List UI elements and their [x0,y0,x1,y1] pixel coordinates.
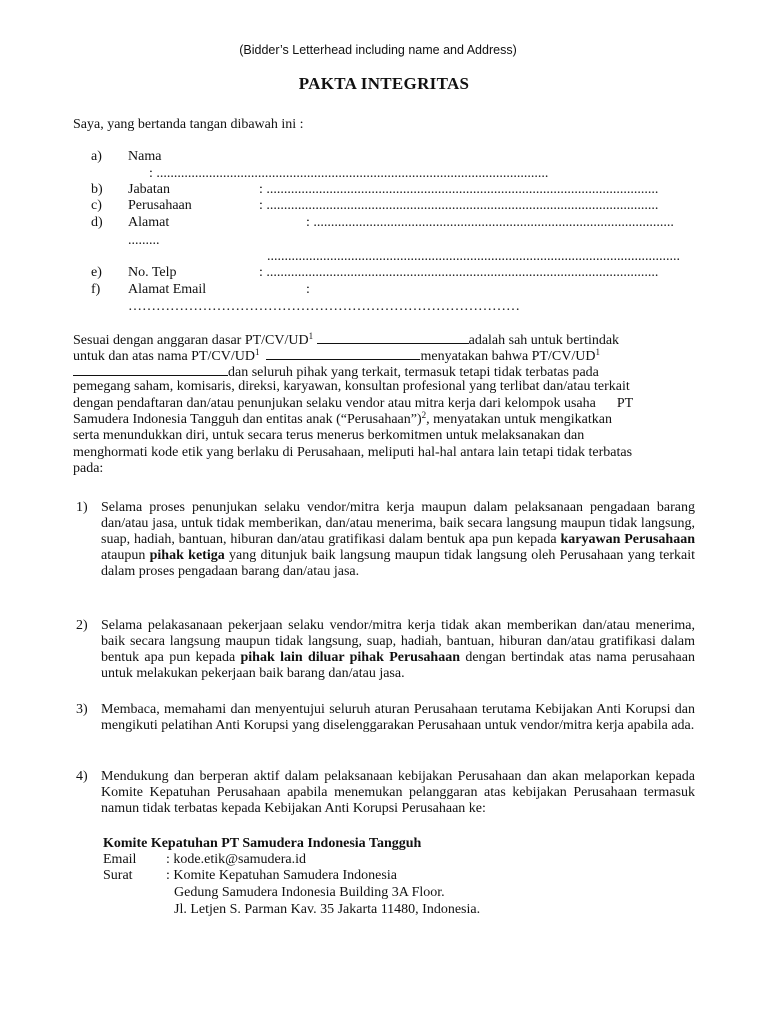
field-dots-alamat: : ....................................................................................................... [306,215,674,230]
field-label-telp: No. Telp [128,265,177,280]
list-item-text: ataupun [101,548,150,563]
paragraph-text: adalah sah untuk bertindak [468,333,620,348]
field-letter-b: b) [91,182,103,197]
field-dots-alamat-line2: ...................................................................................................................... [267,249,680,264]
field-label-nama: Nama [128,149,162,164]
footnote-ref: 1 [254,347,260,357]
field-letter-c: c) [91,198,102,213]
field-colon-email: : [306,282,310,297]
field-label-perusahaan: Perusahaan [128,198,192,213]
field-dots-telp: : ................................................................................................................ [259,265,659,280]
field-label-jabatan: Jabatan [128,182,170,197]
field-dots-perusahaan: : ................................................................................................................ [259,198,659,213]
list-item-bold: pihak ketiga [149,548,225,563]
paragraph-line-5: dengan pendaftaran dan/atau penunjukan selaku vendor atau mitra kerja dari kelompok usaha PT [73,396,634,411]
paragraph-line-8: menghormati kode etik yang berlaku di Perusahaan, meliputi hal-hal antara lain tetapi tidak terbatas [73,445,633,460]
list-item-1 [101,500,695,580]
footnote-ref: 1 [308,331,314,341]
field-letter-d: d) [91,215,103,230]
paragraph-line-4: pemegang saham, komisaris, direksi, karyawan, konsultan profesional yang terlibat dan/atau terkait [73,379,630,394]
field-dots-email: ………………………………………………………………………… [128,299,520,314]
paragraph-text: , menyatakan untuk mengikatkan [426,412,612,427]
blank-line [266,347,420,360]
field-dots-jabatan: : ................................................................................................................ [259,182,659,197]
paragraph-text: Samudera Indonesia Tangguh dan entitas anak (“Perusahaan”) [73,412,422,427]
contact-email-value: : kode.etik@samudera.id [166,852,307,867]
paragraph-line-9: pada: [73,461,104,476]
paragraph-text: dan seluruh pihak yang terkait, termasuk tetapi tidak terbatas pada [228,365,599,380]
field-dots-nama: : ................................................................................................................ [149,166,549,181]
list-item-2 [101,618,695,682]
list-number: 3) [76,702,88,717]
intro-text: Saya, yang bertanda tangan dibawah ini : [73,117,304,132]
list-item-3: Membaca, memahami dan menyentujui seluruh aturan Perusahaan terutama Kebijakan Anti Korupsi dan mengikuti pelatihan Anti Korupsi yang diselenggarakan Perusahaan untuk vendor/mitra kerja apabila ada. [101,702,695,733]
blank-line [317,331,469,344]
list-number: 1) [76,500,88,515]
paragraph-text: untuk dan atas nama PT/CV/UD [73,349,255,364]
list-item-text: Selama proses penunjukan selaku vendor/mitra kerja maupun dalam pelaksanaan pengadaan barang dan/atau jasa, untuk tidak memberikan, dan/atau menerima, baik secara langsung maupun tidak langsung, suap, hadiah, bantuan, hiburan dan/atau gratifikasi dalam bentuk apa pun kepada [101,500,695,547]
field-letter-a: a) [91,149,102,164]
list-item-bold: karyawan Perusahaan [560,532,696,547]
list-item-4: Mendukung dan berperan aktif dalam pelaksanaan kebijakan Perusahaan dan akan melaporkan kepada Komite Kepatuhan Perusahaan apabila menemukan pelanggaran atas kebijakan Perusahaan termasuk namun tidak terbatas kepada Kebijakan Anti Korupsi Perusahaan ke: [101,769,695,816]
list-item-bold: pihak lain diluar pihak Perusahaan [240,650,460,665]
field-dots-alamat-cont: ......... [128,233,160,248]
paragraph-text: menyatakan bahwa PT/CV/UD [420,349,596,364]
list-item-text: yang ditunjuk baik langsung maupun tidak langsung oleh Perusahaan yang terkait dalam proses pengadaan barang dan/atau jasa. [101,548,696,579]
paragraph-line-7: serta menundukkan diri, untuk secara terus menerus berkomitmen untuk melaksanakan dan [73,428,585,443]
list-number: 2) [76,618,88,633]
field-letter-f: f) [91,282,101,297]
letterhead-note: (Bidder’s Letterhead including name and Address) [239,43,517,57]
field-label-email: Alamat Email [128,282,207,297]
list-number: 4) [76,769,88,784]
contact-heading: Komite Kepatuhan PT Samudera Indonesia Tangguh [103,836,422,851]
field-label-alamat: Alamat [128,215,170,230]
paragraph-line-6 [73,412,695,428]
document-title: PAKTA INTEGRITAS [298,74,470,93]
list-item-text: dengan bertindak atas nama perusahaan untuk melakukan pekerjaan baik barang dan/atau jasa. [101,650,695,681]
field-letter-e: e) [91,265,102,280]
blank-line [73,363,228,376]
paragraph-text: Sesuai dengan anggaran dasar PT/CV/UD [73,333,309,348]
contact-mail-line3: Jl. Letjen S. Parman Kav. 35 Jakarta 11480, Indonesia. [174,902,481,917]
contact-mail-line1: : Komite Kepatuhan Samudera Indonesia [166,868,397,883]
contact-mail-line2: Gedung Samudera Indonesia Building 3A Floor. [174,885,445,900]
list-item-text: Selama pelakasanaan pekerjaan selaku vendor/mitra kerja tidak akan memberikan dan/atau menerima, baik secara langsung maupun tidak langsung, suap, hadiah, bantuan, hiburan dan/atau gratifikasi dalam bentuk apa pun kepada [101,618,695,665]
footnote-ref: 2 [421,410,427,420]
contact-email-label: Email [103,852,137,867]
footnote-ref: 1 [595,347,600,357]
contact-mail-label: Surat [103,868,133,883]
